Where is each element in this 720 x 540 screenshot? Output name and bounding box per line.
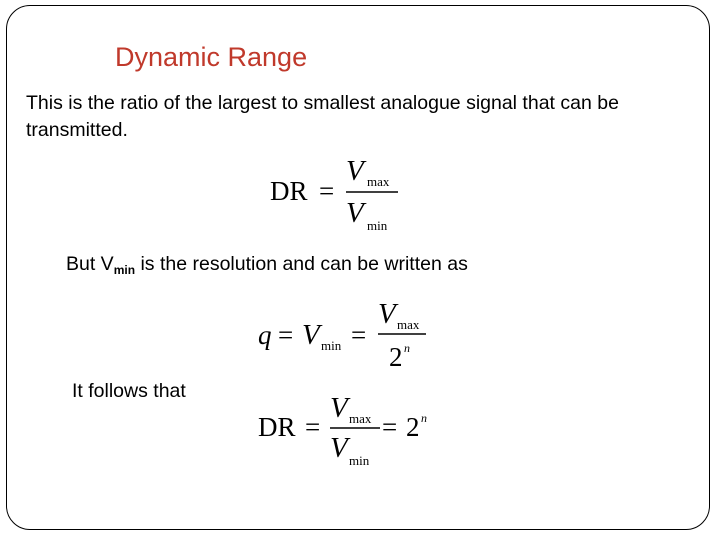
eq2-den-exp: n	[404, 341, 410, 355]
resolution-line	[66, 253, 468, 277]
eq3-equals2: =	[382, 412, 398, 442]
eq3-equals1: =	[305, 412, 321, 442]
eq3-den-var: V	[330, 432, 348, 464]
resolution-line-sub: min	[113, 263, 136, 277]
eq3-den-sub: min	[349, 453, 370, 468]
eq1-lhs: DR	[270, 176, 308, 206]
eq2-equals2: =	[351, 320, 367, 350]
eq3-num-sub: max	[349, 411, 372, 426]
eq2-mid-sub: min	[321, 338, 342, 353]
eq2-mid-var: V	[302, 319, 320, 351]
resolution-line-prefix: But V	[66, 253, 114, 275]
equation-dynamic-range	[266, 152, 416, 243]
eq1-equals: =	[319, 176, 335, 206]
equation-resolution	[254, 296, 434, 381]
intro-text: This is the ratio of the largest to smallest analogue signal that can be transmitted.	[26, 92, 619, 141]
eq1-num-sub: max	[367, 174, 390, 189]
follows-line: It follows that	[72, 380, 186, 402]
eq2-den-base: 2	[389, 342, 403, 372]
equation-resolution-svg	[254, 296, 434, 376]
equation-dynamic-range-result	[254, 390, 444, 479]
equation-dynamic-range-svg	[266, 152, 416, 238]
eq3-lhs: DR	[258, 412, 296, 442]
eq1-den-var: V	[346, 197, 364, 229]
eq3-rhs-base: 2	[406, 412, 420, 442]
slide-title: Dynamic Range	[115, 42, 308, 72]
eq1-num-var: V	[346, 155, 364, 187]
equation-dynamic-range-result-svg	[254, 390, 444, 474]
eq2-num-var: V	[378, 298, 396, 330]
eq2-num-sub: max	[397, 317, 420, 332]
eq1-den-sub: min	[367, 218, 388, 233]
eq3-num-var: V	[330, 392, 348, 424]
eq2-equals1: =	[278, 320, 294, 350]
resolution-line-suffix: is the resolution and can be written as	[135, 253, 468, 275]
eq2-lhs: q	[258, 320, 272, 350]
eq3-rhs-exp: n	[421, 411, 427, 425]
